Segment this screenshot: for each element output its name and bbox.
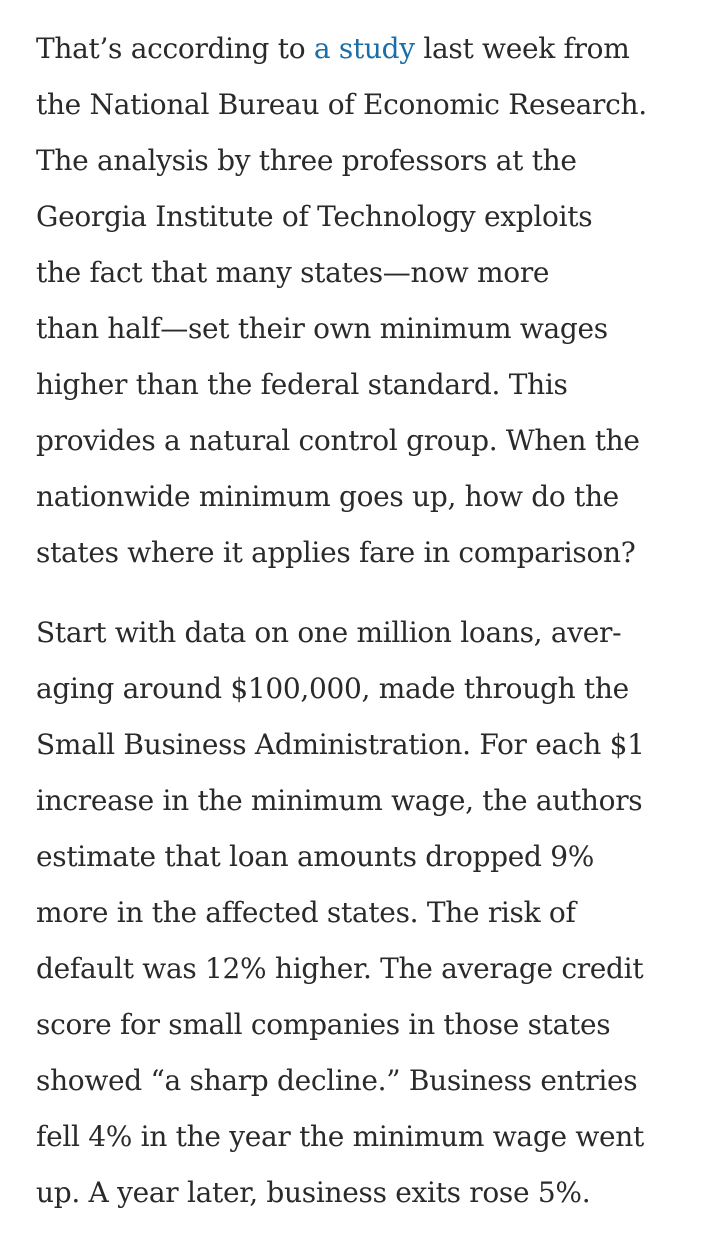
text-line: more in the affected states. The risk of — [36, 896, 576, 929]
text-line: Small Business Administration. For each $1 — [36, 728, 645, 761]
text-line: states where it applies fare in comparison? — [36, 536, 636, 569]
text-fragment: last week from — [414, 32, 630, 65]
text-line: Georgia Institute of Technology exploits — [36, 200, 593, 233]
text-line: Start with data on one million loans, aver- — [36, 616, 622, 649]
text-line: default was 12% higher. The average credit — [36, 952, 644, 985]
text-line: showed “a sharp decline.” Business entries — [36, 1064, 638, 1097]
text-fragment: That’s according to — [36, 32, 314, 65]
text-line: up. A year later, business exits rose 5%. — [36, 1176, 591, 1209]
text-line — [36, 21, 713, 77]
text-line: the fact that many states—now more — [36, 256, 550, 289]
text-line: estimate that loan amounts dropped 9% — [36, 840, 595, 873]
paragraph-1 — [36, 21, 713, 581]
text-line: nationwide minimum goes up, how do the — [36, 480, 619, 513]
text-line: The analysis by three professors at the — [36, 144, 577, 177]
text-line: provides a natural control group. When the — [36, 424, 640, 457]
study-link[interactable]: a study — [313, 32, 415, 65]
text-line: aging around $100,000, made through the — [36, 672, 629, 705]
text-line: the National Bureau of Economic Research. — [36, 88, 647, 121]
paragraph-2 — [36, 605, 713, 1221]
text-line: fell 4% in the year the minimum wage went — [36, 1120, 644, 1153]
text-line: score for small companies in those states — [36, 1008, 611, 1041]
text-line: higher than the federal standard. This — [36, 368, 568, 401]
text-line: than half—set their own minimum wages — [36, 312, 608, 345]
text-line: increase in the minimum wage, the authors — [36, 784, 643, 817]
